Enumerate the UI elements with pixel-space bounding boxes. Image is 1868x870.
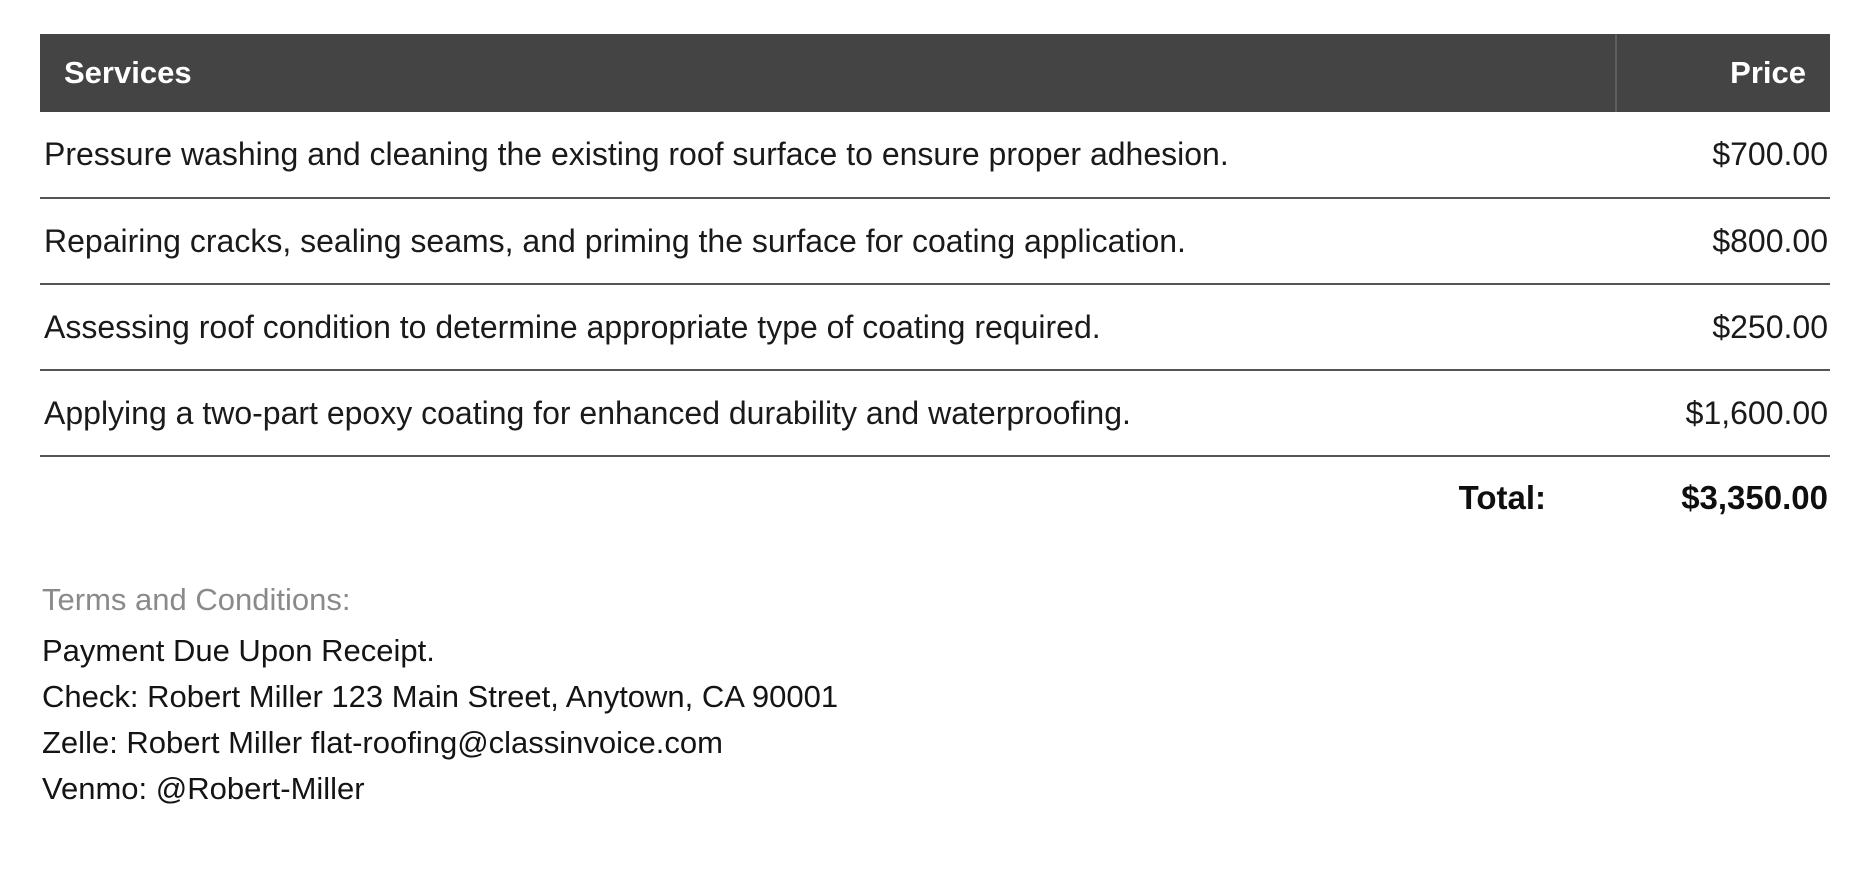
- service-price: $1,600.00: [1616, 370, 1830, 456]
- table-row: [40, 198, 1830, 284]
- total-value: $3,350.00: [1681, 478, 1828, 516]
- services-price-table: [40, 34, 1830, 538]
- service-description: Applying a two-part epoxy coating for enhanced durability and waterproofing.: [40, 370, 1616, 456]
- terms-title: Terms and Conditions:: [42, 582, 351, 617]
- table-row: [40, 284, 1830, 370]
- service-price: $800.00: [1616, 198, 1830, 284]
- column-header-price: Price: [1616, 34, 1830, 112]
- service-price: $250.00: [1616, 284, 1830, 370]
- table-row: [40, 112, 1830, 198]
- table-header-row: [40, 34, 1830, 112]
- service-description: Repairing cracks, sealing seams, and priming the surface for coating application.: [40, 198, 1616, 284]
- service-price: $700.00: [1616, 112, 1830, 198]
- table-total-row: [40, 456, 1830, 538]
- terms-line-check: Check: Robert Miller 123 Main Street, Anytown, CA 90001: [42, 678, 839, 714]
- total-label: Total:: [1458, 478, 1546, 516]
- column-header-services: Services: [40, 34, 1616, 112]
- terms-line-zelle: Zelle: Robert Miller flat-roofing@classinvoice.com: [42, 724, 723, 760]
- terms-and-conditions-section: [40, 582, 1828, 812]
- service-description: Assessing roof condition to determine appropriate type of coating required.: [40, 284, 1616, 370]
- terms-line-venmo: Venmo: @Robert-Miller: [42, 770, 365, 806]
- service-description: Pressure washing and cleaning the existing roof surface to ensure proper adhesion.: [40, 112, 1616, 198]
- terms-line-payment: Payment Due Upon Receipt.: [42, 633, 435, 668]
- table-row: [40, 370, 1830, 456]
